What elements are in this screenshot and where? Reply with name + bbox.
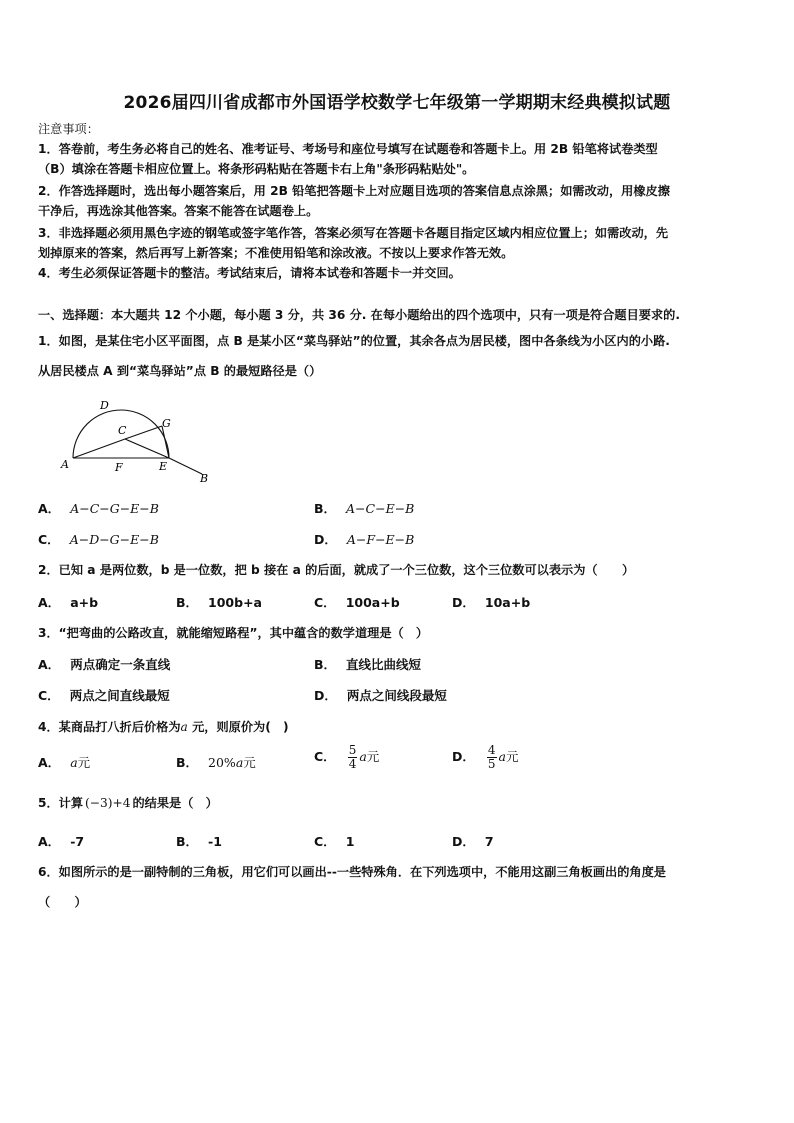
q1-figure [56, 398, 216, 488]
q5-option-a[interactable] [38, 832, 84, 850]
q3-option-a[interactable] [38, 655, 170, 673]
option-text: -1 [208, 834, 222, 849]
option-unit: 元 [366, 749, 380, 764]
q3-option-b[interactable] [314, 655, 421, 673]
option-key: B． [314, 657, 337, 672]
option-text: A−C−G−E−B [70, 501, 159, 516]
q2-option-d[interactable] [452, 593, 530, 611]
q5-stem-pre: 5．计算 [38, 796, 84, 810]
option-key: A． [38, 501, 61, 516]
page-title: 2026届四川省成都市外国语学校数学七年级第一学期期末经典模拟试题 [123, 93, 671, 113]
q2-option-c[interactable] [314, 593, 400, 611]
q1-figure-segment-eb [169, 458, 202, 474]
option-key: B． [176, 755, 199, 770]
option-key: C． [314, 749, 336, 764]
q5-stem-post: 的结果是（ ） [132, 796, 218, 810]
option-percent: 20% [208, 755, 236, 770]
option-text: 两点之间线段最短 [346, 688, 447, 703]
option-key: C． [38, 532, 60, 547]
notice-heading: 注意事项： [38, 122, 99, 136]
notice-line: 4．考生必须保证答题卡的整洁。考试结束后，请将本试卷和答题卡一并交回。 [38, 266, 461, 280]
q1-option-d[interactable] [314, 530, 414, 548]
q1-figure-label-g: G [162, 417, 171, 430]
q2-stem: 2．已知 a 是两位数，b 是一位数，把 b 接在 a 的后面，就成了一个三位数，这个三位数可以表示为（ ） [38, 563, 635, 577]
section-heading: 一、选择题：本大题共 12 个小题，每小题 3 分，共 36 分. 在每小题给出的四个选项中，只有一项是符合题目要求的. [38, 308, 680, 322]
q1-figure-segment-ge [162, 426, 169, 458]
q4-stem-post: 元，则原价为( ) [187, 720, 289, 734]
option-var: a [235, 755, 244, 770]
q1-figure-label-b: B [200, 472, 209, 485]
notice-line: 干净后，再选涂其他答案。答案不能答在试题卷上。 [38, 204, 319, 218]
option-text: 10a+b [484, 595, 531, 610]
notice-line: 2．作答选择题时，选出每小题答案后，用 2B 铅笔把答题卡上对应题目选项的答案信息点涂黑；如需改动，用橡皮擦 [38, 184, 670, 198]
option-text: 两点确定一条直线 [70, 657, 171, 672]
q1-figure-label-f: F [115, 461, 123, 474]
notice-line: 3．非选择题必须用黑色字迹的钢笔或签字笔作答，答案必须写在答题卡各题目指定区域内相应位置上；如需改动，先 [38, 226, 669, 240]
q1-figure-segment-cg [125, 426, 162, 439]
notice-line: 划掉原来的答案，然后再写上新答案；不准使用铅笔和涂改液。不按以上要求作答无效。 [38, 246, 514, 260]
option-text: 100a+b [345, 595, 400, 610]
option-text: -7 [70, 834, 85, 849]
fraction-numerator: 5 [348, 743, 357, 757]
q5-stem [38, 794, 758, 812]
option-text: 直线比曲线短 [346, 657, 422, 672]
q4-stem-pre: 4．某商品打八折后价格为 [38, 720, 181, 734]
q3-option-c[interactable] [38, 686, 170, 704]
q4-stem-var: a [180, 720, 188, 734]
option-var: a [359, 749, 367, 764]
q4-option-b[interactable] [176, 753, 256, 771]
q3-option-d[interactable] [314, 686, 447, 704]
option-key: D． [314, 532, 337, 547]
q1-stem-line2: 从居民楼点 A 到“菜鸟驿站”点 B 的最短路径是（） [38, 364, 322, 378]
q1-figure-label-a: A [61, 458, 69, 471]
q5-expression: (−3)+4 [85, 796, 131, 810]
option-key: D． [452, 749, 475, 764]
option-fraction [487, 744, 497, 771]
q1-figure-segment-ac [73, 439, 125, 458]
q5-option-b[interactable] [176, 832, 222, 850]
notice-line: （B）填涂在答题卡相应位置上。将条形码粘贴在答题卡右上角"条形码粘贴处"。 [38, 162, 475, 176]
q3-stem: 3．“把弯曲的公路改直，就能缩短路程”，其中蕴含的数学道理是（ ） [38, 626, 429, 640]
option-key: D． [452, 595, 475, 610]
q5-option-d[interactable] [452, 832, 494, 850]
option-text: A−F−E−B [346, 532, 415, 547]
notice-line: 1．答卷前，考生务必将自己的姓名、准考证号、考场号和座位号填写在试题卷和答题卡上。用 2B 铅笔将试卷类型 [38, 142, 658, 156]
q1-figure-label-c: C [118, 424, 127, 437]
option-key: D． [314, 688, 337, 703]
option-key: C． [314, 834, 336, 849]
option-key: C． [38, 688, 60, 703]
q4-stem [38, 718, 758, 736]
option-text: A−D−G−E−B [69, 532, 159, 547]
option-key: A． [38, 755, 61, 770]
option-key: C． [314, 595, 336, 610]
q2-option-a[interactable] [38, 593, 98, 611]
q1-option-b[interactable] [314, 499, 414, 517]
q4-option-c[interactable] [314, 744, 379, 771]
q6-stem-line2: （ ） [38, 895, 87, 909]
q1-option-c[interactable] [38, 530, 159, 548]
q5-option-c[interactable] [314, 832, 354, 850]
option-key: A． [38, 834, 61, 849]
option-unit: 元 [243, 755, 256, 770]
option-key: D． [452, 834, 475, 849]
q6-stem-line1: 6．如图所示的是一副特制的三角板，用它们可以画出--一些特殊角．在下列选项中，不能用这副三角板画出的角度是 [38, 865, 666, 879]
q1-stem-line1: 1．如图，是某住宅小区平面图，点 B 是某小区“菜鸟驿站”的位置，其余各点为居民楼，图中各条线为小区内的小路. [38, 334, 670, 348]
fraction-denominator: 4 [348, 757, 357, 771]
q1-option-a[interactable] [38, 499, 159, 517]
option-var: a [498, 749, 506, 764]
q1-figure-label-d: D [100, 399, 109, 412]
q4-option-d[interactable] [452, 744, 519, 771]
option-text: 100b+a [208, 595, 262, 610]
option-text: a+b [70, 595, 99, 610]
option-key: B． [314, 501, 337, 516]
option-unit: 元 [77, 755, 91, 770]
option-key: B． [176, 834, 199, 849]
option-var: a [70, 755, 78, 770]
option-text: 两点之间直线最短 [69, 688, 170, 703]
q4-option-a[interactable] [38, 753, 90, 771]
option-text: 7 [484, 834, 494, 849]
option-fraction [348, 744, 358, 771]
option-text: A−C−E−B [346, 501, 415, 516]
q2-option-b[interactable] [176, 593, 262, 611]
fraction-numerator: 4 [487, 743, 496, 757]
option-key: B． [176, 595, 199, 610]
option-unit: 元 [505, 749, 519, 764]
q1-figure-segment-ce [125, 439, 169, 458]
option-key: A． [38, 595, 61, 610]
option-text: 1 [345, 834, 355, 849]
q1-figure-label-e: E [159, 460, 168, 473]
option-key: A． [38, 657, 61, 672]
fraction-denominator: 5 [487, 757, 496, 771]
